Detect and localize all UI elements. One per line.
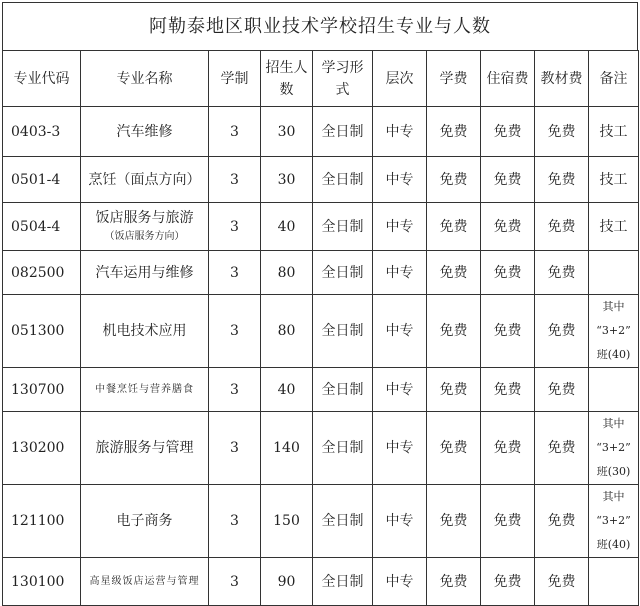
- cell-years: 3: [209, 251, 261, 295]
- cell-remark: [589, 412, 639, 485]
- table-row: [3, 412, 639, 485]
- cell-remark: [589, 295, 639, 368]
- cell-books: 免费: [535, 485, 589, 558]
- remark-line: “3+2”: [596, 324, 631, 337]
- remark-line: “3+2”: [596, 441, 631, 454]
- remark-line: 其中: [602, 490, 625, 503]
- enrollment-sheet: [2, 2, 638, 602]
- cell-tuition: 免费: [427, 203, 481, 251]
- cell-years: 3: [209, 558, 261, 606]
- cell-lodging: 免费: [481, 295, 535, 368]
- header-name: 专业名称: [81, 51, 209, 107]
- cell-years: 3: [209, 368, 261, 412]
- cell-remark: [589, 485, 639, 558]
- cell-mode: 全日制: [313, 558, 373, 606]
- cell-enroll: 30: [261, 107, 313, 157]
- table-title: 阿勒泰地区职业技术学校招生专业与人数: [2, 2, 638, 50]
- remark-line: 班(30): [596, 465, 631, 478]
- cell-code: 0504-4: [3, 203, 81, 251]
- cell-enroll: 80: [261, 251, 313, 295]
- cell-lodging: 免费: [481, 251, 535, 295]
- cell-enroll: 140: [261, 412, 313, 485]
- cell-name: 汽车运用与维修: [81, 251, 209, 295]
- header-years: 学制: [209, 51, 261, 107]
- cell-enroll: 40: [261, 203, 313, 251]
- cell-name: 汽车维修: [81, 107, 209, 157]
- cell-enroll: 80: [261, 295, 313, 368]
- header-enroll: 招生人数: [261, 51, 313, 107]
- cell-books: 免费: [535, 157, 589, 203]
- cell-books: 免费: [535, 412, 589, 485]
- cell-years: 3: [209, 412, 261, 485]
- cell-books: 免费: [535, 251, 589, 295]
- cell-years: 3: [209, 295, 261, 368]
- cell-remark: 技工: [589, 203, 639, 251]
- cell-code: 0403-3: [3, 107, 81, 157]
- cell-years: 3: [209, 203, 261, 251]
- cell-level: 中专: [373, 368, 427, 412]
- header-code: 专业代码: [3, 51, 81, 107]
- cell-lodging: 免费: [481, 107, 535, 157]
- cell-tuition: 免费: [427, 412, 481, 485]
- cell-remark: 技工: [589, 107, 639, 157]
- cell-mode: 全日制: [313, 251, 373, 295]
- cell-books: 免费: [535, 295, 589, 368]
- cell-years: 3: [209, 157, 261, 203]
- cell-tuition: 免费: [427, 295, 481, 368]
- cell-level: 中专: [373, 251, 427, 295]
- cell-level: 中专: [373, 157, 427, 203]
- enrollment-table: [2, 50, 639, 606]
- cell-remark: [589, 251, 639, 295]
- cell-mode: 全日制: [313, 203, 373, 251]
- remark-line: “3+2”: [596, 514, 631, 527]
- cell-mode: 全日制: [313, 107, 373, 157]
- cell-mode: 全日制: [313, 295, 373, 368]
- header-lodging: 住宿费: [481, 51, 535, 107]
- cell-tuition: 免费: [427, 251, 481, 295]
- cell-name: [81, 203, 209, 251]
- cell-code: 130100: [3, 558, 81, 606]
- remark-line: 其中: [602, 300, 625, 313]
- cell-mode: 全日制: [313, 157, 373, 203]
- cell-mode: 全日制: [313, 368, 373, 412]
- cell-level: 中专: [373, 295, 427, 368]
- table-row: [3, 295, 639, 368]
- cell-name-main: 饭店服务与旅游: [95, 209, 194, 226]
- table-row: [3, 485, 639, 558]
- cell-name: 中餐烹饪与营养膳食: [81, 368, 209, 412]
- table-row: [3, 157, 639, 203]
- cell-code: 121100: [3, 485, 81, 558]
- table-row: [3, 558, 639, 606]
- cell-level: 中专: [373, 203, 427, 251]
- cell-name: 烹饪（面点方向）: [81, 157, 209, 203]
- cell-tuition: 免费: [427, 485, 481, 558]
- cell-code: 082500: [3, 251, 81, 295]
- table-row: [3, 368, 639, 412]
- cell-mode: 全日制: [313, 485, 373, 558]
- cell-enroll: 150: [261, 485, 313, 558]
- cell-level: 中专: [373, 412, 427, 485]
- cell-enroll: 40: [261, 368, 313, 412]
- cell-code: 130700: [3, 368, 81, 412]
- header-books: 教材费: [535, 51, 589, 107]
- cell-name: 电子商务: [81, 485, 209, 558]
- remark-line: 其中: [602, 417, 625, 430]
- cell-enroll: 30: [261, 157, 313, 203]
- header-tuition: 学费: [427, 51, 481, 107]
- cell-books: 免费: [535, 107, 589, 157]
- cell-books: 免费: [535, 203, 589, 251]
- cell-remark: [589, 368, 639, 412]
- cell-books: 免费: [535, 368, 589, 412]
- cell-years: 3: [209, 485, 261, 558]
- header-mode: 学习形式: [313, 51, 373, 107]
- cell-name: 旅游服务与管理: [81, 412, 209, 485]
- cell-remark: 技工: [589, 157, 639, 203]
- cell-name: 机电技术应用: [81, 295, 209, 368]
- cell-level: 中专: [373, 107, 427, 157]
- header-row: [3, 51, 639, 107]
- remark-line: 班(40): [596, 538, 631, 551]
- cell-books: 免费: [535, 558, 589, 606]
- cell-code: 051300: [3, 295, 81, 368]
- cell-mode: 全日制: [313, 412, 373, 485]
- cell-lodging: 免费: [481, 558, 535, 606]
- header-remark: 备注: [589, 51, 639, 107]
- remark-line: 班(40): [596, 348, 631, 361]
- cell-lodging: 免费: [481, 412, 535, 485]
- cell-lodging: 免费: [481, 203, 535, 251]
- cell-tuition: 免费: [427, 157, 481, 203]
- cell-tuition: 免费: [427, 368, 481, 412]
- cell-tuition: 免费: [427, 558, 481, 606]
- table-row: [3, 251, 639, 295]
- cell-lodging: 免费: [481, 368, 535, 412]
- cell-name: 高星级饭店运营与管理: [81, 558, 209, 606]
- table-row: [3, 107, 639, 157]
- header-level: 层次: [373, 51, 427, 107]
- cell-name-sub: （饭店服务方向）: [104, 230, 185, 242]
- cell-level: 中专: [373, 558, 427, 606]
- cell-level: 中专: [373, 485, 427, 558]
- cell-lodging: 免费: [481, 485, 535, 558]
- cell-years: 3: [209, 107, 261, 157]
- cell-remark: [589, 558, 639, 606]
- cell-tuition: 免费: [427, 107, 481, 157]
- table-row: [3, 203, 639, 251]
- cell-code: 0501-4: [3, 157, 81, 203]
- cell-code: 130200: [3, 412, 81, 485]
- cell-lodging: 免费: [481, 157, 535, 203]
- cell-enroll: 90: [261, 558, 313, 606]
